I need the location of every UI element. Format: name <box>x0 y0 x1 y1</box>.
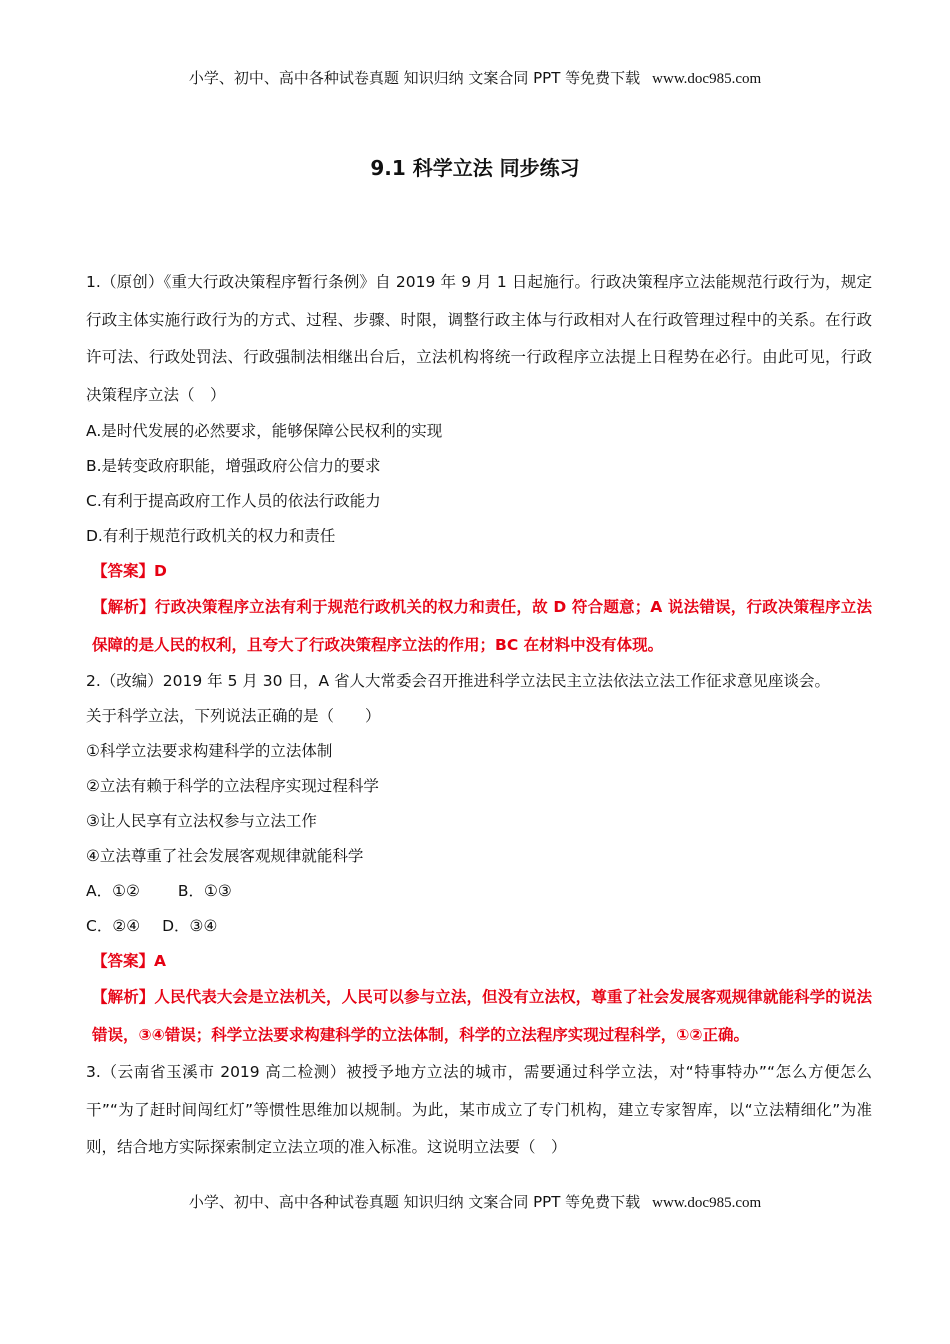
q1-analysis: 【解析】行政决策程序立法有利于规范行政机关的权力和责任，故 D 符合题意；A 说法错误，行政决策程序立法保障的是人民的权利，且夸大了行政决策程序立法的作用；BC 在材料中没有体现。 <box>92 598 872 654</box>
q1-option-c: C.有利于提高政府工作人员的依法行政能力 <box>86 492 381 510</box>
q2-answer: 【答案】A <box>92 952 166 970</box>
q2-item-3: ③让人民享有立法权参与立法工作 <box>86 812 317 830</box>
q1-answer: 【答案】D <box>92 562 167 580</box>
q2-analysis: 【解析】人民代表大会是立法机关，人民可以参与立法，但没有立法权，尊重了社会发展客观规律就能科学的说法错误，③④错误；科学立法要求构建科学的立法体制，科学的立法程序实现过程科学，①②正确。 <box>92 988 872 1044</box>
q1-option-b: B.是转变政府职能，增强政府公信力的要求 <box>86 457 381 475</box>
q2-item-4: ④立法尊重了社会发展客观规律就能科学 <box>86 847 364 865</box>
footer-text: 小学、初中、高中各种试卷真题 知识归纳 文案合同 PPT 等免费下载 <box>188 1193 641 1211</box>
q1-option-a: A.是时代发展的必然要求，能够保障公民权利的实现 <box>86 422 443 440</box>
q2-option-c: C．②④ <box>86 917 141 935</box>
q1-option-d: D.有利于规范行政机关的权力和责任 <box>86 527 336 545</box>
q2-stem-line1: 2.（改编）2019 年 5 月 30 日，A 省人大常委会召开推进科学立法民主立法依法立法工作征求意见座谈会。 <box>86 672 830 690</box>
q3-stem: 3.（云南省玉溪市 2019 高二检测）被授予地方立法的城市，需要通过科学立法，对“特事特办”“怎么方便怎么干”“为了赶时间闯红灯”等惯性思维加以规制。为此，某市成立了专门机构，建立专家智库，以“立法精细化”为准则，结合地方实际探索制定立法立项的准入标准。这说明立法要（ ） <box>86 1063 872 1156</box>
page-footer <box>0 1191 950 1212</box>
q2-option-a: A．①② <box>86 882 140 900</box>
header-text: 小学、初中、高中各种试卷真题 知识归纳 文案合同 PPT 等免费下载 <box>188 69 641 87</box>
q1-stem: 1.（原创）《重大行政决策程序暂行条例》自 2019 年 9 月 1 日起施行。行政决策程序立法能规范行政行为，规定行政主体实施行政行为的方式、过程、步骤、时限，调整行政主体与行政相对人在行政管理过程中的关系。在行政许可法、行政处罚法、行政强制法相继出台后，立法机构将统一行政程序立法提上日程势在必行。由此可见，行政决策程序立法（ ） <box>86 273 872 404</box>
q2-option-d: D．③④ <box>162 917 218 935</box>
question-list <box>86 264 872 1167</box>
q2-option-b: B．①③ <box>177 882 232 900</box>
page-header <box>0 67 950 88</box>
q2-item-2: ②立法有赖于科学的立法程序实现过程科学 <box>86 777 379 795</box>
q2-options-ab <box>86 874 872 909</box>
page-title: 9.1 科学立法 同步练习 <box>370 156 580 180</box>
q2-item-1: ①科学立法要求构建科学的立法体制 <box>86 742 333 760</box>
q2-options-cd <box>86 909 872 944</box>
footer-url[interactable]: www.doc985.com <box>652 1195 762 1211</box>
q2-stem-line2: 关于科学立法，下列说法正确的是（ ） <box>86 707 381 725</box>
header-url[interactable]: www.doc985.com <box>652 71 762 87</box>
